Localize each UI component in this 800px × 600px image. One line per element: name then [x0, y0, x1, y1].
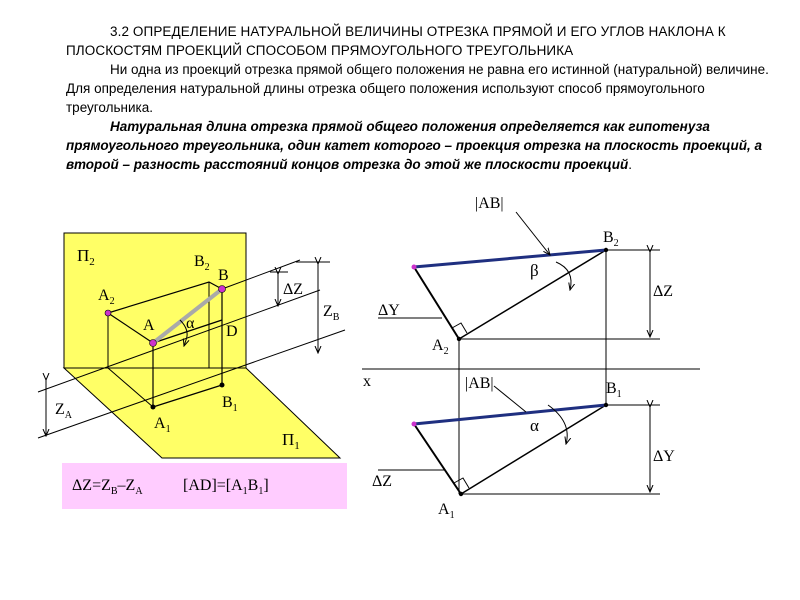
definition-period: . — [628, 157, 633, 172]
label-beta: β — [530, 261, 539, 280]
label-za: $Z_A$ — [55, 401, 73, 421]
label-dy-left: ΔY — [378, 302, 400, 319]
label-a1: $A_1$ — [154, 415, 171, 435]
label-dz-right: ΔZ — [653, 283, 674, 300]
label-b2-ortho: $B_2$ — [603, 229, 619, 249]
label-dz-left: ΔZ — [372, 473, 393, 490]
ab-top-leader — [516, 212, 550, 255]
label-pi1: $П_1$ — [282, 430, 300, 452]
label-alpha: α — [186, 315, 195, 332]
true-length-ab-top — [414, 250, 606, 267]
intro-paragraph: Ни одна из проекций отрезка прямой общего положения не равна его истинной (натуральной) величине. Для определения натуральной длины отрезка общего положения используют способ прямоугольного треугольника. — [66, 62, 769, 115]
label-dy-right: ΔY — [653, 448, 675, 465]
point-b1-ortho — [604, 403, 608, 407]
point-a1-ortho — [459, 492, 463, 496]
section-heading: 3.2 ОПРЕДЕЛЕНИЕ НАТУРАЛЬНОЙ ВЕЛИЧИНЫ ОТРЕЗКА ПРЯМОЙ И ЕГО УГЛОВ НАКЛОНА К ПЛОСКОСТЯМ ПРОЕКЦИЙ СПОСОБОМ ПРЯМОУГОЛЬНОГО ТРЕУГОЛЬНИКА — [66, 24, 726, 58]
label-ab-top: |AB| — [475, 195, 504, 212]
label-a2-ortho: $A_2$ — [432, 337, 449, 357]
point-a2 — [105, 310, 111, 316]
point-a1 — [151, 405, 156, 410]
point-b1 — [220, 383, 225, 388]
true-length-ab-bottom — [414, 405, 606, 424]
point-a — [150, 340, 157, 347]
label-x-axis: x — [363, 373, 371, 390]
label-alpha-ortho: α — [530, 416, 539, 435]
label-ab-bottom: |AB| — [465, 375, 494, 392]
label-pi2: $П_2$ — [77, 246, 95, 268]
point-triangle-bottom — [412, 422, 417, 427]
formula-ad: $[AD]=[A_1B_1]$ — [183, 477, 269, 497]
point-b2-ortho — [604, 248, 608, 252]
label-b: B — [218, 267, 229, 284]
definition-text: Натуральная длина отрезка прямой общего положения определяется как гипотенуза прямоугольного треугольника, один катет которого – проекция отрезка на плоскость проекций, а второй – разность расстояний концов отрезка до этой же плоскости проекций — [66, 119, 763, 172]
label-zb: $Z_B$ — [323, 303, 340, 323]
label-b1: $B_1$ — [222, 394, 238, 414]
triangle-a1-leg — [414, 424, 461, 494]
label-a2: $A_2$ — [98, 287, 115, 307]
point-a2-ortho — [457, 337, 461, 341]
point-b — [219, 286, 226, 293]
formula-dz: $\Delta Z=Z_B-Z_A$ — [72, 477, 143, 497]
label-dz: ΔZ — [283, 281, 304, 298]
label-b2: $B_2$ — [194, 253, 210, 273]
label-a1-ortho: $A_1$ — [438, 501, 455, 521]
plane-pi2 — [64, 233, 246, 368]
point-triangle-top — [412, 265, 417, 270]
label-d: D — [226, 323, 238, 340]
orthographic-drawing — [362, 195, 700, 521]
pictorial-drawing — [38, 233, 345, 458]
label-b1-ortho: $B_1$ — [606, 380, 622, 400]
label-a: A — [143, 317, 155, 334]
formula-box — [62, 463, 347, 509]
ab-bottom-leader — [494, 386, 526, 412]
